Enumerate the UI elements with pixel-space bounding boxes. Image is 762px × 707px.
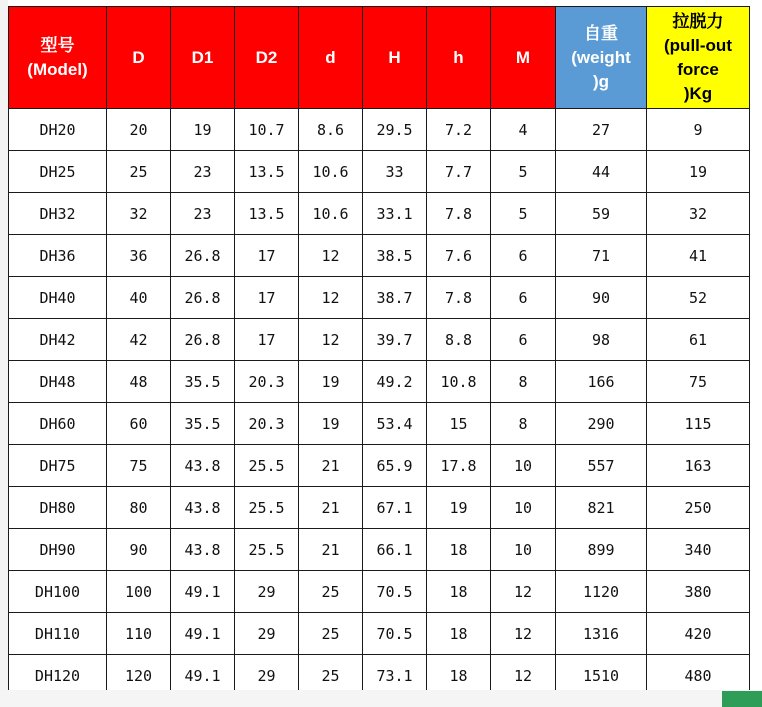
cell-model: DH80 bbox=[9, 487, 107, 529]
cell-m: 6 bbox=[491, 277, 556, 319]
cell-d2: 17 bbox=[235, 277, 299, 319]
cell-pull-out-force: 480 bbox=[647, 655, 750, 697]
cell-pull-out-force: 61 bbox=[647, 319, 750, 361]
cell-d1: 49.1 bbox=[171, 571, 235, 613]
cell-model: DH100 bbox=[9, 571, 107, 613]
table-row bbox=[9, 403, 750, 445]
cell-h-lower: 7.6 bbox=[427, 235, 491, 277]
cell-m: 4 bbox=[491, 109, 556, 151]
table-row bbox=[9, 529, 750, 571]
cell-pull-out-force: 32 bbox=[647, 193, 750, 235]
cell-d-outer: 75 bbox=[107, 445, 171, 487]
cell-d-inner: 8.6 bbox=[299, 109, 363, 151]
header-row bbox=[9, 7, 750, 109]
cell-h-upper: 70.5 bbox=[363, 613, 427, 655]
cell-d1: 49.1 bbox=[171, 655, 235, 697]
cell-h-upper: 65.9 bbox=[363, 445, 427, 487]
cell-weight: 1316 bbox=[556, 613, 647, 655]
table-row bbox=[9, 487, 750, 529]
cell-pull-out-force: 9 bbox=[647, 109, 750, 151]
cell-weight: 27 bbox=[556, 109, 647, 151]
spec-table bbox=[8, 6, 750, 697]
table-row bbox=[9, 613, 750, 655]
table-row bbox=[9, 445, 750, 487]
cell-model: DH110 bbox=[9, 613, 107, 655]
cell-h-lower: 19 bbox=[427, 487, 491, 529]
cell-d-outer: 36 bbox=[107, 235, 171, 277]
cell-h-lower: 7.8 bbox=[427, 193, 491, 235]
cell-pull-out-force: 380 bbox=[647, 571, 750, 613]
cell-d2: 29 bbox=[235, 655, 299, 697]
cell-h-upper: 70.5 bbox=[363, 571, 427, 613]
cell-weight: 821 bbox=[556, 487, 647, 529]
cell-m: 6 bbox=[491, 319, 556, 361]
cell-d-outer: 32 bbox=[107, 193, 171, 235]
cell-m: 12 bbox=[491, 571, 556, 613]
cell-d2: 10.7 bbox=[235, 109, 299, 151]
cell-d1: 35.5 bbox=[171, 403, 235, 445]
cell-d2: 13.5 bbox=[235, 193, 299, 235]
cell-d-inner: 25 bbox=[299, 571, 363, 613]
cell-m: 10 bbox=[491, 487, 556, 529]
cell-d2: 25.5 bbox=[235, 487, 299, 529]
cell-model: DH36 bbox=[9, 235, 107, 277]
cell-m: 6 bbox=[491, 235, 556, 277]
cell-d-inner: 10.6 bbox=[299, 193, 363, 235]
cell-model: DH90 bbox=[9, 529, 107, 571]
cell-d1: 26.8 bbox=[171, 235, 235, 277]
cell-h-lower: 10.8 bbox=[427, 361, 491, 403]
cell-d-inner: 10.6 bbox=[299, 151, 363, 193]
cell-h-upper: 29.5 bbox=[363, 109, 427, 151]
cell-h-upper: 67.1 bbox=[363, 487, 427, 529]
cell-m: 8 bbox=[491, 403, 556, 445]
cell-d-outer: 90 bbox=[107, 529, 171, 571]
cell-h-upper: 49.2 bbox=[363, 361, 427, 403]
header-d1: D1 bbox=[171, 7, 235, 109]
cell-pull-out-force: 52 bbox=[647, 277, 750, 319]
cell-pull-out-force: 163 bbox=[647, 445, 750, 487]
cell-h-lower: 17.8 bbox=[427, 445, 491, 487]
cell-d-inner: 21 bbox=[299, 445, 363, 487]
header-h-lower: h bbox=[427, 7, 491, 109]
cell-weight: 290 bbox=[556, 403, 647, 445]
cell-h-lower: 18 bbox=[427, 529, 491, 571]
cell-d2: 25.5 bbox=[235, 445, 299, 487]
cell-d1: 43.8 bbox=[171, 487, 235, 529]
cell-d1: 26.8 bbox=[171, 277, 235, 319]
cell-d-inner: 21 bbox=[299, 487, 363, 529]
cell-model: DH32 bbox=[9, 193, 107, 235]
cell-m: 5 bbox=[491, 151, 556, 193]
cell-weight: 557 bbox=[556, 445, 647, 487]
cell-h-upper: 33 bbox=[363, 151, 427, 193]
cell-pull-out-force: 115 bbox=[647, 403, 750, 445]
cell-d-outer: 110 bbox=[107, 613, 171, 655]
cell-d-inner: 25 bbox=[299, 613, 363, 655]
cell-pull-out-force: 340 bbox=[647, 529, 750, 571]
cell-d1: 43.8 bbox=[171, 529, 235, 571]
table-row bbox=[9, 151, 750, 193]
cell-model: DH120 bbox=[9, 655, 107, 697]
cell-weight: 166 bbox=[556, 361, 647, 403]
cell-model: DH25 bbox=[9, 151, 107, 193]
cell-d-outer: 25 bbox=[107, 151, 171, 193]
cell-d1: 23 bbox=[171, 151, 235, 193]
header-weight: 自重 (weight )g bbox=[556, 7, 647, 109]
cell-pull-out-force: 420 bbox=[647, 613, 750, 655]
cell-d2: 13.5 bbox=[235, 151, 299, 193]
cell-d-outer: 60 bbox=[107, 403, 171, 445]
cell-h-lower: 7.8 bbox=[427, 277, 491, 319]
cell-d-outer: 48 bbox=[107, 361, 171, 403]
cell-model: DH48 bbox=[9, 361, 107, 403]
cell-d2: 17 bbox=[235, 319, 299, 361]
cell-model: DH75 bbox=[9, 445, 107, 487]
cell-pull-out-force: 75 bbox=[647, 361, 750, 403]
table-row bbox=[9, 571, 750, 613]
header-d-outer: D bbox=[107, 7, 171, 109]
cell-weight: 1510 bbox=[556, 655, 647, 697]
cell-model: DH20 bbox=[9, 109, 107, 151]
cell-weight: 59 bbox=[556, 193, 647, 235]
cell-d-outer: 120 bbox=[107, 655, 171, 697]
cell-model: DH42 bbox=[9, 319, 107, 361]
cell-weight: 44 bbox=[556, 151, 647, 193]
background-page-footer bbox=[0, 690, 762, 707]
cell-d-inner: 12 bbox=[299, 235, 363, 277]
cell-d-inner: 12 bbox=[299, 277, 363, 319]
header-model: 型号 (Model) bbox=[9, 7, 107, 109]
cell-h-upper: 66.1 bbox=[363, 529, 427, 571]
cell-h-upper: 39.7 bbox=[363, 319, 427, 361]
cell-weight: 1120 bbox=[556, 571, 647, 613]
table-row bbox=[9, 109, 750, 151]
cell-h-upper: 38.5 bbox=[363, 235, 427, 277]
cell-weight: 90 bbox=[556, 277, 647, 319]
header-pull-out-force: 拉脱力 (pull-out force )Kg bbox=[647, 7, 750, 109]
cell-d-outer: 20 bbox=[107, 109, 171, 151]
cell-h-lower: 15 bbox=[427, 403, 491, 445]
cell-pull-out-force: 19 bbox=[647, 151, 750, 193]
cell-m: 12 bbox=[491, 613, 556, 655]
cell-m: 10 bbox=[491, 445, 556, 487]
cell-d2: 29 bbox=[235, 613, 299, 655]
header-h-upper: H bbox=[363, 7, 427, 109]
cell-d-outer: 40 bbox=[107, 277, 171, 319]
cell-d-inner: 21 bbox=[299, 529, 363, 571]
cell-weight: 71 bbox=[556, 235, 647, 277]
table-body bbox=[9, 109, 750, 697]
cell-h-upper: 73.1 bbox=[363, 655, 427, 697]
cell-d1: 23 bbox=[171, 193, 235, 235]
cell-h-lower: 18 bbox=[427, 571, 491, 613]
table-row bbox=[9, 319, 750, 361]
cell-model: DH60 bbox=[9, 403, 107, 445]
cell-d2: 17 bbox=[235, 235, 299, 277]
table-row bbox=[9, 235, 750, 277]
cell-h-upper: 53.4 bbox=[363, 403, 427, 445]
header-d-inner: d bbox=[299, 7, 363, 109]
background-page-edge bbox=[0, 0, 8, 707]
cell-m: 10 bbox=[491, 529, 556, 571]
cell-d-inner: 19 bbox=[299, 361, 363, 403]
cell-weight: 98 bbox=[556, 319, 647, 361]
cell-pull-out-force: 41 bbox=[647, 235, 750, 277]
background-page-button bbox=[722, 691, 762, 707]
cell-h-lower: 7.7 bbox=[427, 151, 491, 193]
cell-h-lower: 7.2 bbox=[427, 109, 491, 151]
cell-d-outer: 100 bbox=[107, 571, 171, 613]
table-row bbox=[9, 277, 750, 319]
cell-d-inner: 12 bbox=[299, 319, 363, 361]
cell-model: DH40 bbox=[9, 277, 107, 319]
cell-m: 12 bbox=[491, 655, 556, 697]
cell-d1: 43.8 bbox=[171, 445, 235, 487]
cell-d-outer: 42 bbox=[107, 319, 171, 361]
header-d2: D2 bbox=[235, 7, 299, 109]
cell-h-lower: 18 bbox=[427, 655, 491, 697]
cell-h-upper: 38.7 bbox=[363, 277, 427, 319]
cell-d1: 35.5 bbox=[171, 361, 235, 403]
table-row bbox=[9, 193, 750, 235]
cell-d2: 29 bbox=[235, 571, 299, 613]
cell-weight: 899 bbox=[556, 529, 647, 571]
cell-d1: 49.1 bbox=[171, 613, 235, 655]
table-row bbox=[9, 361, 750, 403]
cell-d2: 20.3 bbox=[235, 403, 299, 445]
cell-d-inner: 25 bbox=[299, 655, 363, 697]
cell-h-lower: 8.8 bbox=[427, 319, 491, 361]
cell-d2: 20.3 bbox=[235, 361, 299, 403]
cell-d-outer: 80 bbox=[107, 487, 171, 529]
cell-h-lower: 18 bbox=[427, 613, 491, 655]
cell-d-inner: 19 bbox=[299, 403, 363, 445]
cell-d1: 26.8 bbox=[171, 319, 235, 361]
cell-m: 8 bbox=[491, 361, 556, 403]
cell-d2: 25.5 bbox=[235, 529, 299, 571]
cell-pull-out-force: 250 bbox=[647, 487, 750, 529]
cell-d1: 19 bbox=[171, 109, 235, 151]
cell-h-upper: 33.1 bbox=[363, 193, 427, 235]
header-m: M bbox=[491, 7, 556, 109]
cell-m: 5 bbox=[491, 193, 556, 235]
